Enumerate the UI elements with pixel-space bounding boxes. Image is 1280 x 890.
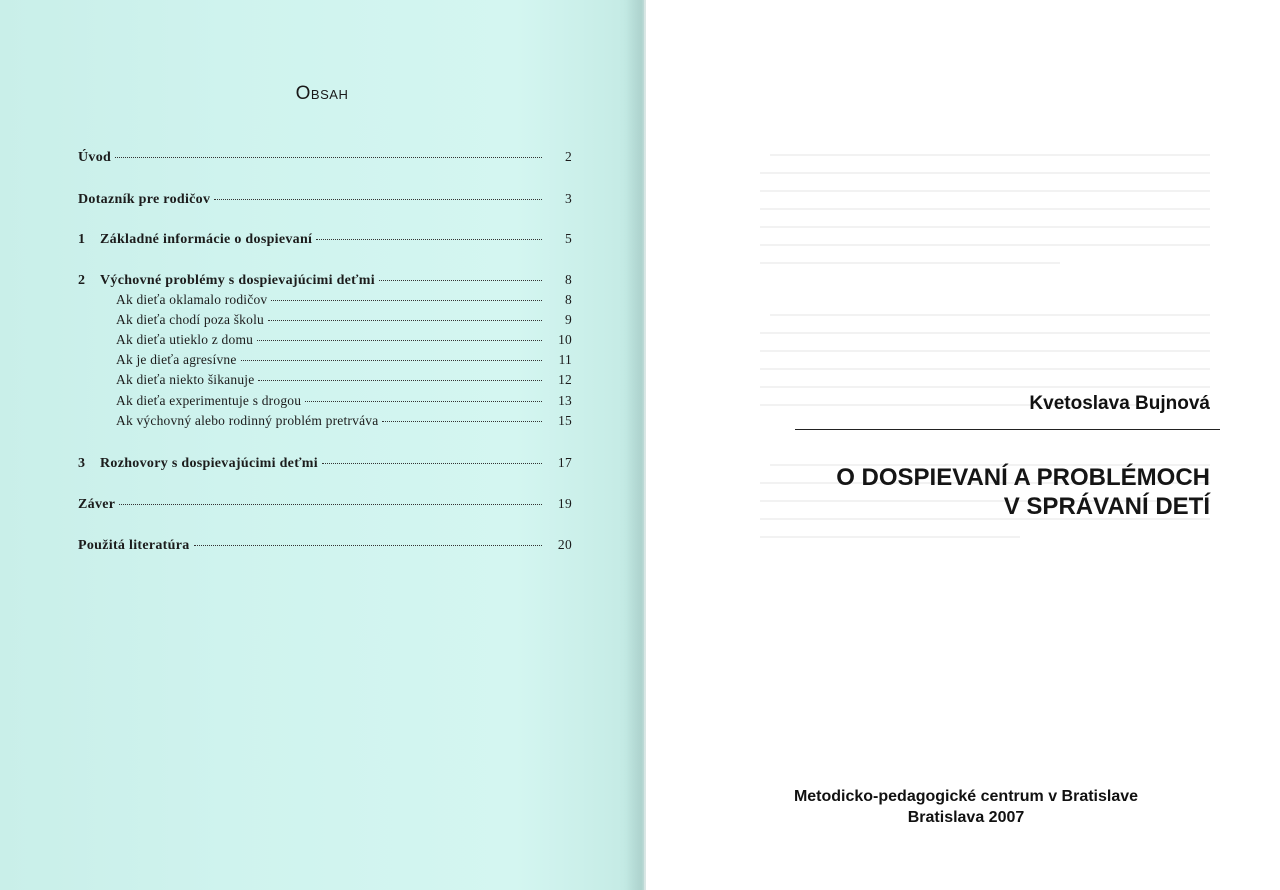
toc-subentry bbox=[116, 312, 572, 332]
toc-subentry bbox=[116, 372, 572, 392]
toc-entry-page: 17 bbox=[557, 455, 572, 470]
toc-entry bbox=[78, 455, 572, 475]
toc-entry-page: 8 bbox=[564, 272, 572, 287]
publication-place-year: Bratislava 2007 bbox=[907, 809, 1025, 826]
toc-leader-dots bbox=[119, 504, 542, 505]
toc-subentry bbox=[116, 292, 572, 312]
toc-entry bbox=[78, 149, 572, 169]
toc-entry-label: Ak je dieťa agresívne bbox=[116, 352, 237, 367]
toc-leader-dots bbox=[305, 401, 542, 402]
toc-entry-label: Úvod bbox=[78, 150, 112, 165]
toc-entry bbox=[78, 191, 572, 211]
toc-entry-label: Základné informácie o dospievaní bbox=[100, 232, 313, 247]
toc-leader-dots bbox=[241, 360, 542, 361]
toc-entry-label: Použitá literatúra bbox=[78, 538, 190, 553]
toc-entry-label: Ak výchovný alebo rodinný problém pretrváva bbox=[116, 413, 379, 428]
page-gutter bbox=[626, 0, 648, 890]
toc-entry-page: 13 bbox=[558, 393, 572, 408]
toc-entry bbox=[78, 231, 572, 251]
toc-subentry bbox=[116, 332, 572, 352]
toc-entry-page: 3 bbox=[564, 191, 572, 206]
toc-leader-dots bbox=[194, 545, 542, 546]
toc-heading: Obsah bbox=[295, 83, 349, 104]
toc-leader-dots bbox=[316, 239, 542, 240]
toc-entry bbox=[78, 272, 572, 292]
toc-entry bbox=[78, 537, 572, 557]
book-title bbox=[710, 463, 1210, 521]
author-divider bbox=[795, 429, 1220, 430]
toc-entry-page: 15 bbox=[558, 413, 572, 428]
toc-leader-dots bbox=[382, 421, 542, 422]
toc-leader-dots bbox=[322, 463, 542, 464]
toc-entry-label: Ak dieťa chodí poza školu bbox=[116, 312, 264, 327]
book-title-line: V SPRÁVANÍ DETÍ bbox=[1003, 493, 1210, 520]
toc-subentry bbox=[116, 352, 572, 372]
toc-entry-page: 10 bbox=[558, 332, 572, 347]
toc-entry-label: Rozhovory s dospievajúcimi deťmi bbox=[100, 456, 318, 471]
toc-entry-page: 9 bbox=[565, 312, 572, 327]
toc-entry bbox=[78, 496, 572, 516]
book-title-line: O DOSPIEVANÍ A PROBLÉMOCH bbox=[836, 464, 1210, 491]
toc-entry-page: 19 bbox=[557, 496, 572, 511]
toc-entry-page: 8 bbox=[565, 292, 572, 307]
toc-entry-page: 12 bbox=[558, 372, 572, 387]
toc-entry-label: Ak dieťa utieklo z domu bbox=[116, 332, 254, 347]
toc-entry-page: 20 bbox=[557, 537, 572, 552]
toc-subentry bbox=[116, 393, 572, 413]
toc-leader-dots bbox=[257, 340, 542, 341]
toc-leader-dots bbox=[268, 320, 542, 321]
toc-leader-dots bbox=[115, 157, 542, 158]
toc-leader-dots bbox=[379, 280, 542, 281]
toc-entry-label: Výchovné problémy s dospievajúcimi deťmi bbox=[100, 273, 375, 288]
author-name: Kvetoslava Bujnová bbox=[1029, 393, 1210, 414]
toc-entry-number: 2 bbox=[78, 273, 86, 288]
toc-leader-dots bbox=[258, 380, 542, 381]
toc-leader-dots bbox=[214, 199, 542, 200]
toc-entry-page: 5 bbox=[564, 231, 572, 246]
toc-subentry bbox=[116, 413, 572, 433]
toc-entry-label: Dotazník pre rodičov bbox=[78, 192, 211, 207]
toc-entry-label: Záver bbox=[78, 497, 116, 512]
toc-entry-page: 2 bbox=[564, 149, 572, 164]
publisher-name: Metodicko-pedagogické centrum v Bratislave bbox=[793, 788, 1139, 805]
toc-entry-page: 11 bbox=[558, 352, 572, 367]
toc-entry-number: 1 bbox=[78, 232, 86, 247]
toc-leader-dots bbox=[271, 300, 542, 301]
toc-entry-label: Ak dieťa niekto šikanuje bbox=[116, 372, 255, 387]
toc-entry-number: 3 bbox=[78, 456, 86, 471]
toc-entry-label: Ak dieťa experimentuje s drogou bbox=[116, 393, 302, 408]
publisher-block bbox=[646, 786, 1280, 828]
toc-entry-label: Ak dieťa oklamalo rodičov bbox=[116, 292, 268, 307]
